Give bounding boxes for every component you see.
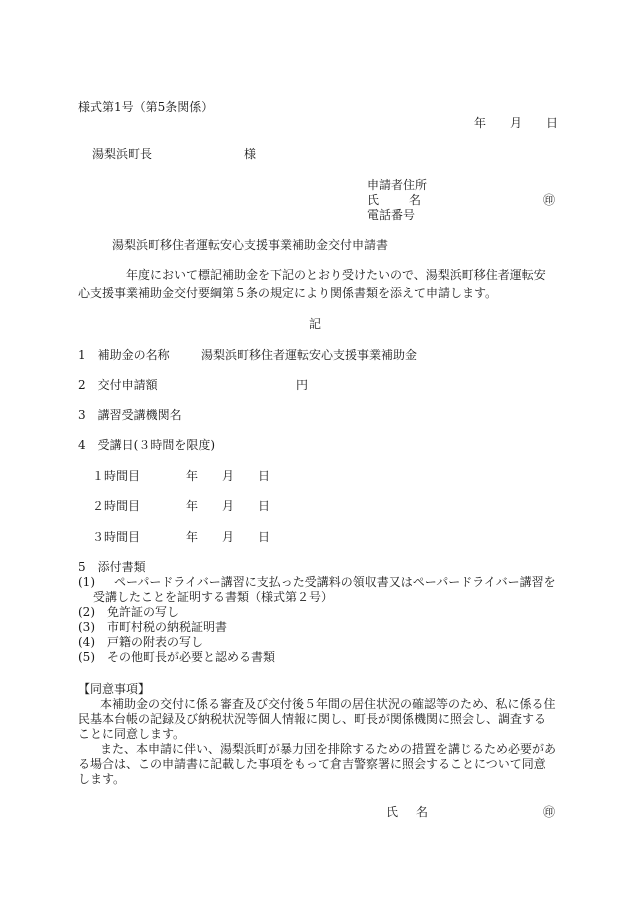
item4-label: 4 受講日(３時間を限度)	[78, 438, 215, 452]
attachment-1-number: (1)	[78, 575, 95, 589]
consent-p1-line-2: 民基本台帳の記録及び納税状況等個人情報に関し、町長が関係機関に照会し、調査する	[78, 712, 547, 726]
item3-label: 3 講習受講機関名	[78, 408, 182, 422]
form-number: 様式第1号（第5条関係）	[78, 100, 214, 114]
hour-label: １時間目	[92, 469, 141, 483]
signature-seal-mark: ㊞	[543, 805, 556, 819]
item1-label: 1 補助金の名称	[78, 348, 170, 362]
hour-row: ２時間目 年 月 日	[92, 499, 271, 513]
hour-row: １時間目 年 月 日	[92, 469, 271, 483]
attachment-1-line-1: ペーパードライバー講習に支払った受講料の領収書又はペーパードライバー講習を	[114, 575, 556, 589]
hour-row: ３時間目 年 月 日	[92, 530, 271, 544]
date-year: 年	[474, 116, 487, 130]
attachment-5: (5) その他町長が必要と認める書類	[78, 650, 275, 664]
attachments-heading: 5 添付書類	[78, 560, 146, 574]
consent-p2-line-2: る場合は、この申請書に記載した事項をもって倉吉警察署に照会することについて同意	[78, 757, 546, 771]
applicant-phone-label: 電話番号	[367, 208, 416, 222]
consent-p2-line-1: また、本申請に伴い、湯梨浜町が暴力団を排除するための措置を講じるため必要があ	[100, 742, 557, 756]
date-month: 月	[510, 116, 523, 130]
attachment-3: (3) 市町村税の納税証明書	[78, 620, 227, 634]
consent-p2-line-3: します。	[78, 772, 126, 786]
ki-heading: 記	[309, 317, 322, 331]
date-line	[474, 116, 558, 131]
consent-p1-line-3: ことに同意します。	[78, 727, 186, 741]
date-day: 日	[546, 116, 559, 130]
addressee-name: 湯梨浜町長	[92, 147, 153, 161]
attachment-1-line-2: 受講したことを証明する書類（様式第２号）	[93, 590, 334, 604]
consent-p1-line-1: 本補助金の交付に係る審査及び交付後５年間の居住状況の確認等のため、私に係る住	[100, 697, 556, 711]
document-title: 湯梨浜町移住者運転安心支援事業補助金交付申請書	[112, 238, 389, 252]
attachment-4: (4) 戸籍の附表の写し	[78, 635, 203, 649]
item2-unit: 円	[296, 378, 309, 392]
item1-value: 湯梨浜町移住者運転安心支援事業補助金	[201, 348, 418, 362]
consent-heading: 【同意事項】	[78, 682, 151, 696]
addressee-honorific: 様	[244, 147, 257, 161]
applicant-address-label: 申請者住所	[367, 178, 428, 192]
hour-label: ２時間目	[92, 499, 141, 513]
intro-line-2: 心支援事業補助金交付要綱第５条の規定により関係書類を添えて申請します。	[78, 286, 498, 300]
intro-line-1: 年度において標記補助金を下記のとおり受けたいので、湯梨浜町移住者運転安	[126, 268, 546, 282]
attachment-2: (2) 免許証の写し	[78, 605, 179, 619]
signature-name-label: 氏 名	[386, 805, 429, 819]
applicant-seal-mark: ㊞	[543, 193, 556, 207]
hour-label: ３時間目	[92, 530, 141, 544]
applicant-name-label: 氏 名	[367, 193, 422, 207]
item2-label: 2 交付申請額	[78, 378, 158, 392]
